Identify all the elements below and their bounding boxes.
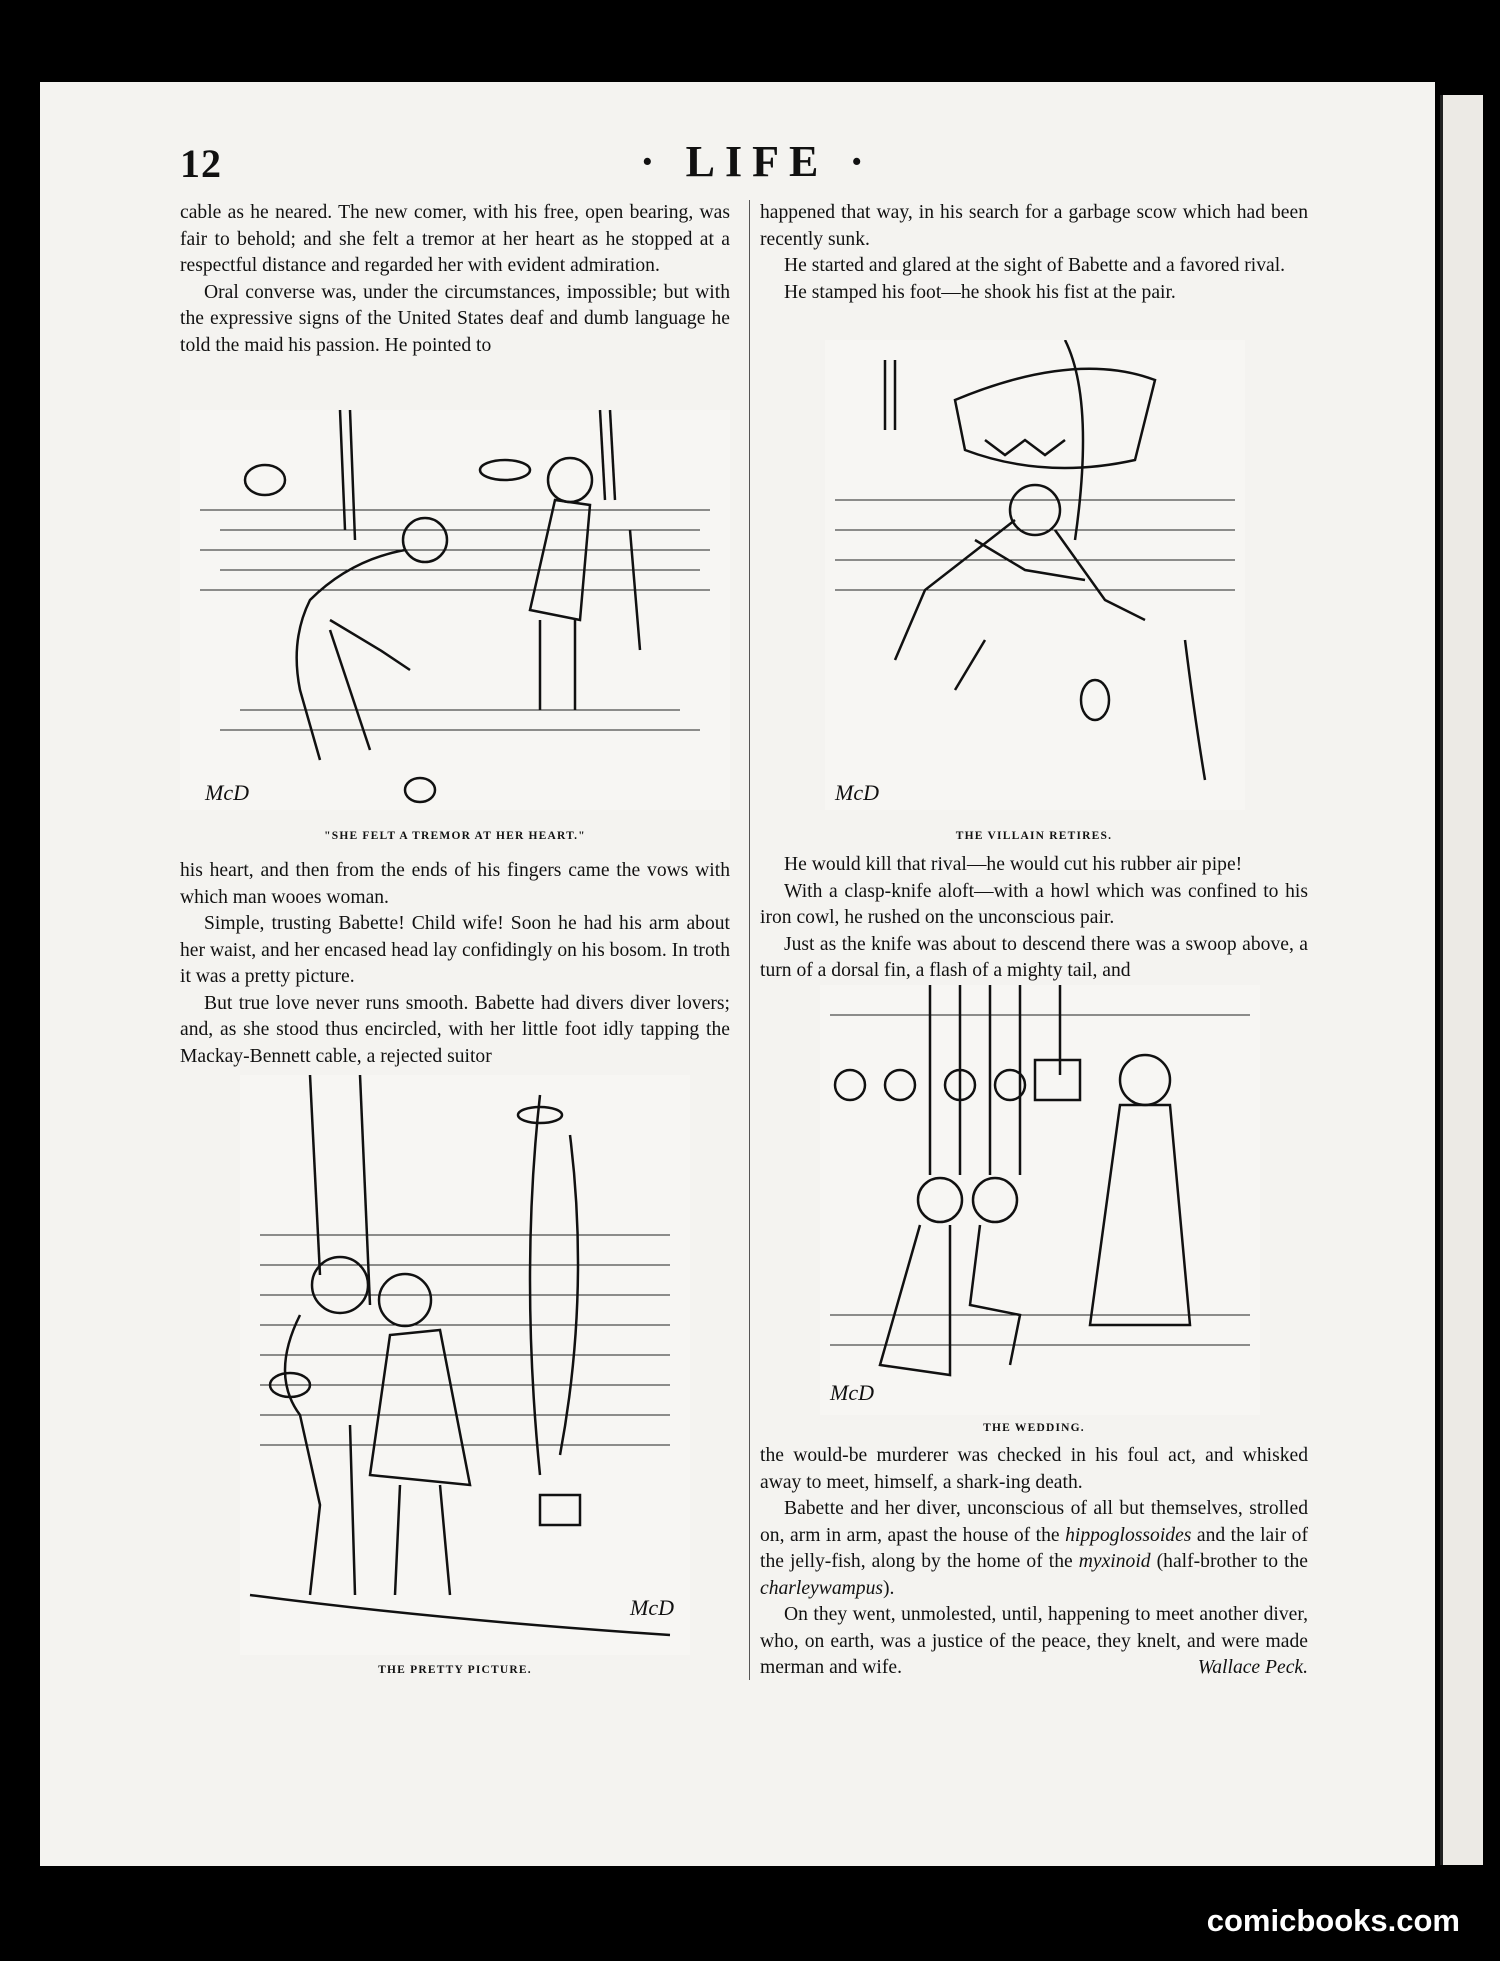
paragraph: his heart, and then from the ends of his fingers came the vows with which man wooes woman. [180,860,730,908]
paragraph: With a clasp-knife aloft—with a howl which was confined to his iron cowl, he rushed on the unconscious pair. [760,880,1308,928]
artist-signature: McD [830,1380,874,1405]
paragraph: cable as he neared. The new comer, with his free, open bearing, was fair to behold; and she felt a tremor at her heart as he stopped at a respectful distance and regarded her with evident admiration. [180,202,730,276]
paragraph: Simple, trusting Babette! Child wife! Soon he had his arm about her waist, and her encased head lay confidingly on his bosom. In troth it was a pretty picture. [180,913,730,987]
paragraph: He would kill that rival—he would cut his rubber air pipe! [784,854,1243,875]
paragraph: He started and glared at the sight of Babette and a favored rival. [784,255,1286,276]
underwater-wedding-illustration [820,985,1260,1415]
text-run: ). [883,1577,895,1599]
paragraph: But true love never runs smooth. Babette had divers diver lovers; and, as she stood thus encircled, with her little foot idly tapping the Mackay-Bennett cable, a rejected suitor [180,992,730,1067]
illustration-wedding [820,985,1260,1415]
paragraph: Just as the knife was about to descend there was a swoop above, a turn of a dorsal fin, a flash of a mighty tail, and [760,933,1308,981]
left-column-middle [180,858,730,1070]
caption-pretty-picture: THE PRETTY PICTURE. [378,1664,532,1676]
illustration-villain [825,340,1245,810]
page-number: 12 [180,141,222,186]
paragraph: He stamped his foot—he shook his fist at the pair. [784,281,1176,303]
divers-meeting-illustration [180,410,730,810]
text-run: Babette and her diver, unconscious of all but themselves, strolled on, arm in arm, apast the house of the [760,1498,1308,1546]
text-run: (half-brother to the [1150,1551,1308,1572]
column-divider [749,200,750,1680]
caption-villain: THE VILLAIN RETIRES. [955,830,1113,842]
caption-tremor: "SHE FELT A TREMOR AT HER HEART." [324,830,586,842]
paragraph: the would-be murderer was checked in his foul act, and whisked away to meet, himself, a shark-ing death. [760,1445,1308,1493]
next-page-edge [1440,95,1483,1865]
italic-term: charleywampus [760,1577,883,1599]
caption-wedding: THE WEDDING. [983,1422,1085,1434]
paragraph [760,1496,1308,1602]
right-column-top [760,200,1308,306]
right-column-bottom [760,1443,1308,1682]
text-run: and the lair of the jelly-fish, along by the home of the [760,1524,1308,1572]
paragraph: Oral converse was, under the circumstances, impossible; but with the expressive signs of the United States deaf and dumb language he told the maid his passion. He pointed to [180,281,730,356]
illustration-tremor [180,410,730,810]
artist-signature: McD [205,780,249,805]
left-column-top [180,200,730,359]
artist-signature: McD [835,780,879,805]
text-run: On they went, unmolested, until, happening to meet another diver, who, on earth, was a justice of the peace, they knelt, and were made merman and wife. [760,1604,1308,1678]
italic-term: hippoglossoides [1065,1524,1192,1546]
paragraph [760,1602,1308,1682]
shark-villain-illustration [825,340,1245,810]
artist-signature: McD [630,1595,674,1620]
italic-term: myxinoid [1078,1551,1151,1572]
right-column-middle [760,852,1308,985]
paragraph: happened that way, in his search for a garbage scow which had been recently sunk. [760,202,1308,250]
watermark: comicbooks.com [1206,1903,1460,1938]
author-signature: Wallace Peck. [1197,1657,1308,1678]
embracing-divers-illustration [240,1075,690,1655]
illustration-pretty-picture [240,1075,690,1655]
magazine-title: · LIFE · [640,137,875,186]
